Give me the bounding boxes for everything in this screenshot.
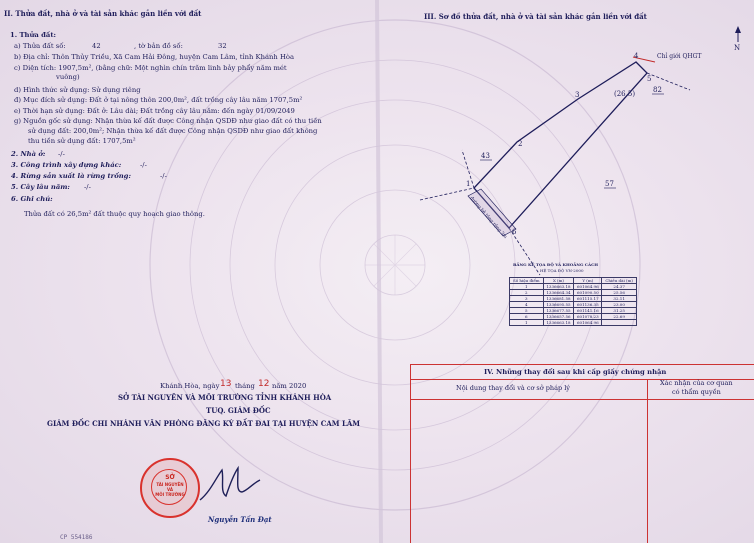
authorization-line: TUQ. GIÁM ĐỐC — [206, 406, 271, 415]
month-label: tháng — [235, 382, 255, 390]
parcel-number-label: a) Thửa đất số: — [14, 42, 66, 50]
north-arrow-icon — [735, 26, 741, 42]
cell-point: 1 — [510, 284, 544, 290]
cell-y: 601115.17 — [574, 296, 602, 302]
section-iv-heading: IV. Những thay đổi sau khi cấp giấy chứng nhận — [484, 368, 667, 376]
cell-length: 22.69 — [602, 314, 637, 320]
cell-length: 23.00 — [602, 302, 637, 308]
cell-point: 4 — [510, 302, 544, 308]
seal-text-2: TÀI NGUYÊN — [156, 482, 184, 487]
seal-text-4: MÔI TRƯỜNG — [155, 492, 185, 497]
forest-title: 4. Rừng sản xuất là rừng trồng: — [11, 172, 131, 180]
cell-point: 2 — [510, 290, 544, 296]
house-title: 2. Nhà ở: — [11, 150, 46, 158]
origin-line-3: thu tiền sử dụng đất: 1707,5m² — [28, 137, 136, 145]
issuing-org: SỞ TÀI NGUYÊN VÀ MÔI TRƯỜNG TỈNH KHÁNH HÒA — [118, 393, 332, 402]
origin-line-1: g) Nguồn gốc sử dụng: Nhận thừa kế đất được Công nhận QSDĐ như giao đất có thu tiền — [14, 117, 322, 125]
issue-place-date: Khánh Hòa, ngày — [160, 382, 220, 390]
cell-y: 601064.96 — [574, 284, 602, 290]
cell-y: 601090.50 — [574, 290, 602, 296]
changes-column-divider — [647, 379, 648, 543]
point-label-4: 4 — [634, 52, 639, 60]
cell-point: 5 — [510, 308, 544, 314]
cell-length: 32.11 — [602, 296, 637, 302]
map-sheet-label: , tờ bản đồ số: — [134, 42, 183, 50]
usage-purpose-line: đ) Mục đích sử dụng: Đất ở tại nông thôn 200,0m², đất trồng cây lâu năm 1707,5m² — [14, 96, 303, 104]
cell-length: 31.25 — [602, 308, 637, 314]
area-line: c) Diện tích: 1907,5m², (bằng chữ: Một nghìn chín trăm linh bảy phẩy năm mét — [14, 64, 287, 72]
coord-header-point: Số hiệu điểm — [510, 278, 544, 284]
cell-x: 1336681.58 — [543, 296, 574, 302]
cell-point: 3 — [510, 296, 544, 302]
cell-x: 1336664.34 — [543, 290, 574, 296]
cell-length: 24.37 — [602, 284, 637, 290]
cell-x: 1336657.56 — [543, 314, 574, 320]
origin-line-2: sử dụng đất: 200,0m²; Nhận thừa kế đất được Công nhận QSDĐ như giao đất không — [28, 127, 318, 135]
cell-x: 1336663.18 — [543, 284, 574, 290]
perennial-title: 5. Cây lâu năm: — [11, 183, 70, 191]
area-line-2: vuông) — [56, 73, 80, 81]
perennial-value: -/- — [84, 183, 91, 191]
other-works-title: 3. Công trình xây dựng khác: — [11, 161, 122, 169]
cell-y: 601078.23 — [574, 314, 602, 320]
cell-length: 25.56 — [602, 290, 637, 296]
cell-y: 601136.35 — [574, 302, 602, 308]
road-width-label: (26.5) — [614, 90, 636, 98]
point-label-5: 5 — [647, 75, 652, 83]
cell-y: 601064.96 — [574, 320, 602, 326]
concrete-road — [468, 189, 516, 236]
parcel-number: 42 — [92, 42, 101, 50]
seal-text-3: VÀ — [167, 487, 173, 492]
signer-name: Nguyễn Tấn Đạt — [208, 515, 272, 524]
coord-header-x: X (m) — [543, 278, 574, 284]
address-line: b) Địa chỉ: Thôn Thủy Triều, Xã Cam Hải Đông, huyện Cam Lâm, tỉnh Khánh Hòa — [14, 53, 295, 61]
cell-point: 6 — [510, 314, 544, 320]
cell-point: 1 — [510, 320, 544, 326]
certificate-serial: CP 554186 — [60, 534, 93, 541]
issue-month: 12 — [258, 379, 270, 389]
parcel-82-label: 82 — [653, 86, 662, 94]
usage-form-line: d) Hình thức sử dụng: Sử dụng riêng — [14, 86, 141, 94]
map-sheet-number: 32 — [218, 42, 227, 50]
seal-text-1: SỞ — [165, 474, 175, 481]
cell-y: 601141.16 — [574, 308, 602, 314]
parcel-43-label: 43 — [481, 152, 490, 160]
note-title: 6. Ghi chú: — [11, 195, 53, 203]
parcel-outline — [474, 62, 647, 228]
table-row — [510, 320, 637, 326]
section-ii-heading: II. Thửa đất, nhà ở và tài sản khác gắn liền với đất — [4, 9, 202, 18]
point-label-6: 6 — [512, 228, 517, 236]
changes-column-authority: Xác nhận của cơ quan — [660, 379, 733, 387]
signer-title: GIÁM ĐỐC CHI NHÁNH VĂN PHÒNG ĐĂNG KÝ ĐẤT ĐAI TẠI HUYỆN CAM LÂM — [47, 419, 361, 428]
cell-length — [602, 320, 637, 326]
issue-year: năm 2020 — [272, 382, 307, 390]
neighbour-boundary-1 — [420, 150, 474, 200]
parcel-57-label: 57 — [605, 180, 614, 188]
section-iii-heading: III. Sơ đồ thửa đất, nhà ở và tài sản khác gắn liền với đất — [424, 12, 647, 21]
note-text: Thửa đất có 26,5m² đất thuộc quy hoạch giao thông. — [24, 210, 205, 218]
parcel-section-title: 1. Thửa đất: — [10, 31, 56, 39]
planning-boundary-label: Chỉ giới QHGT — [657, 53, 702, 60]
point-label-1: 1 — [466, 180, 471, 188]
coordinate-table — [509, 277, 637, 326]
coord-table-subtitle: HỆ TỌA ĐỘ VN-2000 — [540, 268, 584, 273]
usage-term-line: e) Thời hạn sử dụng: Đất ở: Lâu dài; Đất trồng cây lâu năm: đến ngày 01/09/2049 — [14, 107, 295, 115]
issue-day: 13 — [220, 379, 232, 389]
changes-column-content: Nội dung thay đổi và cơ sở pháp lý — [456, 384, 570, 392]
road-label: đường bê tông rộng 3m — [468, 196, 508, 240]
changes-column-authority-2: có thẩm quyền — [672, 388, 721, 396]
coord-header-y: Y (m) — [574, 278, 602, 284]
cell-x: 1336695.55 — [543, 302, 574, 308]
point-label-2: 2 — [518, 140, 523, 148]
point-label-3: 3 — [575, 91, 580, 99]
cell-x: 1336677.55 — [543, 308, 574, 314]
coord-table-title: BẢNG KÊ TỌA ĐỘ VÀ KHOẢNG CÁCH — [513, 262, 599, 267]
forest-value: -/- — [160, 172, 167, 180]
coord-header-length: Chiều dài (m) — [602, 278, 637, 284]
cell-x: 1336663.18 — [543, 320, 574, 326]
changes-divider-2 — [411, 399, 754, 400]
house-value: -/- — [58, 150, 65, 158]
north-label: N — [734, 44, 741, 52]
other-works-value: -/- — [140, 161, 147, 169]
